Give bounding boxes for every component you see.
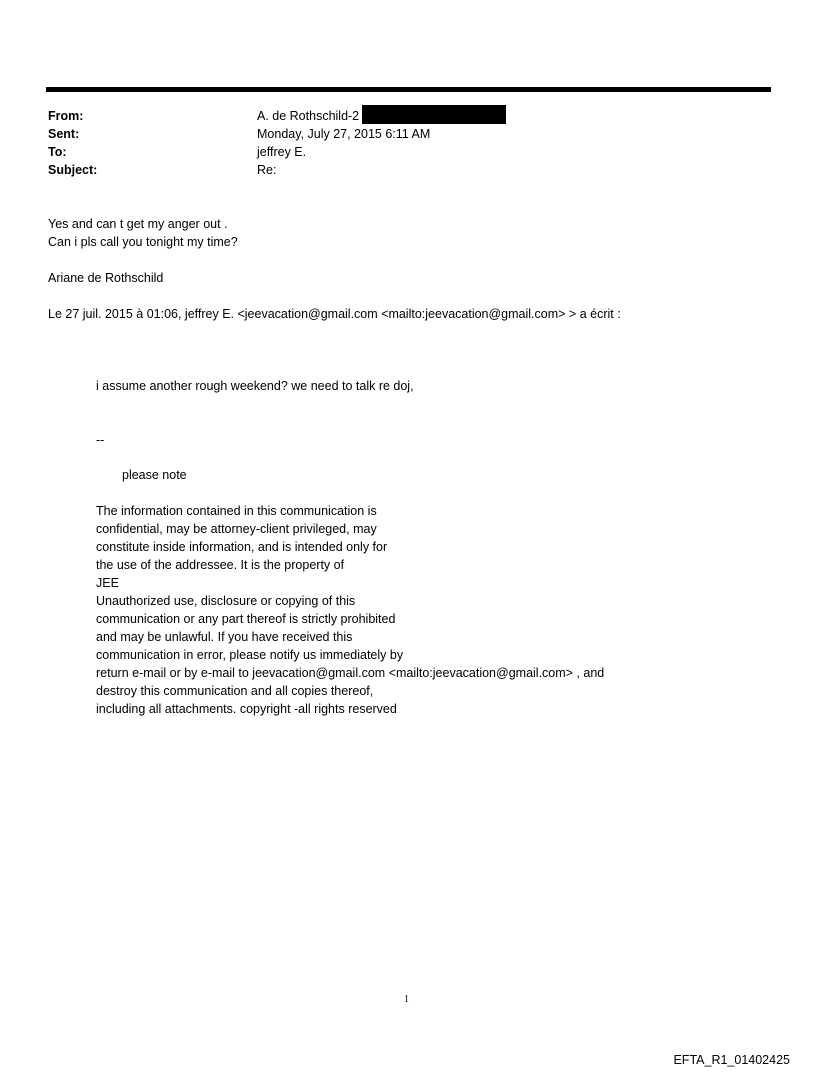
disclaimer-line: constitute inside information, and is intended only for bbox=[96, 540, 388, 554]
reply-line: Can i pls call you tonight my time? bbox=[48, 235, 238, 249]
disclaimer-line: The information contained in this communication is bbox=[96, 504, 377, 518]
from-value-row bbox=[257, 107, 506, 126]
signature: Ariane de Rothschild bbox=[48, 271, 164, 285]
subject-value: Re: bbox=[257, 163, 277, 177]
to-value: jeffrey E. bbox=[257, 145, 307, 159]
disclaimer-line: confidential, may be attorney-client privileged, may bbox=[96, 522, 377, 536]
please-note: please note bbox=[122, 468, 187, 482]
sent-value: Monday, July 27, 2015 6:11 AM bbox=[257, 127, 431, 141]
disclaimer-line: Unauthorized use, disclosure or copying of this bbox=[96, 594, 356, 608]
reply-line: Yes and can t get my anger out . bbox=[48, 217, 228, 231]
disclaimer-line: return e-mail or by e-mail to jeevacation@gmail.com <mailto:jeevacation@gmail.com> , and bbox=[96, 666, 605, 680]
disclaimer-line: and may be unlawful. If you have received this bbox=[96, 630, 353, 644]
sent-label: Sent: bbox=[48, 127, 80, 141]
disclaimer-line: communication in error, please notify us immediately by bbox=[96, 648, 404, 662]
disclaimer-line: communication or any part thereof is strictly prohibited bbox=[96, 612, 396, 626]
disclaimer-line: including all attachments. copyright -all rights reserved bbox=[96, 702, 397, 716]
disclaimer-line: the use of the addressee. It is the property of bbox=[96, 558, 345, 572]
to-label: To: bbox=[48, 145, 67, 159]
bates-number: EFTA_R1_01402425 bbox=[673, 1053, 790, 1067]
page-number: 1 bbox=[404, 994, 409, 1005]
redaction-box bbox=[362, 105, 506, 124]
subject-label: Subject: bbox=[48, 163, 98, 177]
signature-separator: -- bbox=[96, 433, 105, 447]
disclaimer-line: JEE bbox=[96, 576, 119, 590]
from-label: From: bbox=[48, 109, 84, 123]
quote-header: Le 27 juil. 2015 à 01:06, jeffrey E. <jeevacation@gmail.com <mailto:jeevacation@gmail.com> > a écrit : bbox=[48, 307, 621, 321]
disclaimer-line: destroy this communication and all copies thereof, bbox=[96, 684, 374, 698]
from-value: A. de Rothschild-2 bbox=[257, 109, 360, 123]
quoted-message: i assume another rough weekend? we need to talk re doj, bbox=[96, 379, 414, 393]
header-divider-rule bbox=[46, 87, 771, 92]
